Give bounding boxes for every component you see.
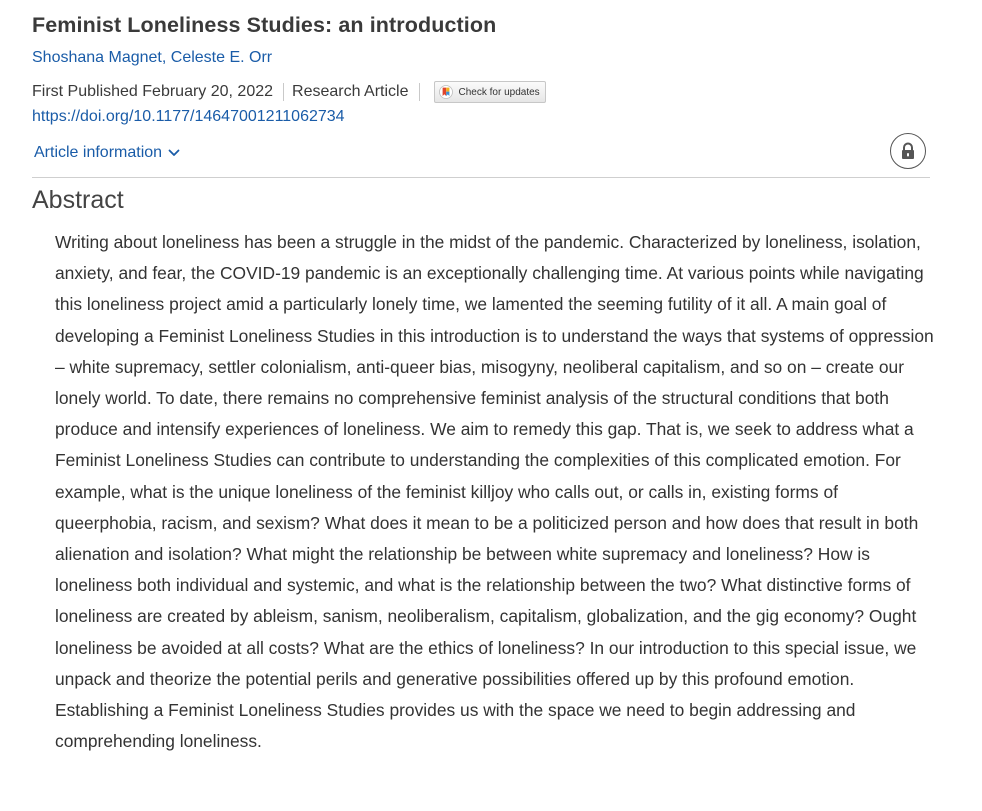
author-list — [32, 49, 272, 67]
access-lock-button[interactable] — [890, 133, 926, 169]
lock-icon — [900, 142, 916, 160]
chevron-down-icon — [168, 149, 180, 157]
author-separator: , — [161, 49, 171, 66]
publication-meta — [32, 82, 546, 102]
abstract-heading: Abstract — [32, 186, 124, 214]
check-for-updates-button[interactable] — [434, 81, 546, 103]
meta-divider — [419, 83, 420, 101]
check-for-updates-label: Check for updates — [458, 86, 540, 98]
doi-link[interactable]: https://doi.org/10.1177/14647001211062734 — [32, 108, 345, 125]
author-link[interactable]: Shoshana Magnet — [32, 49, 162, 66]
article-type: Research Article — [292, 83, 409, 100]
article-title: Feminist Loneliness Studies: an introduction — [32, 13, 497, 37]
meta-divider — [283, 83, 284, 101]
author-link[interactable]: Celeste E. Orr — [170, 49, 273, 66]
abstract-text: Writing about loneliness has been a struggle in the midst of the pandemic. Characterized by loneliness, isolation, anxiety, and fear, the COVID-19 pandemic is an exceptionally challenging time. At various points while navigating this loneliness project amid a particularly lonely time, we lamented the seeming futility of it all. A main goal of developing a Feminist Loneliness Studies in this introduction is to understand the ways that systems of oppression – white supremacy, settler colonialism, anti-queer bias, misogyny, neoliberal capitalism, and so on – create our lonely world. To date, there remains no comprehensive feminist analysis of the structural conditions that both produce and intensify experiences of loneliness. We aim to remedy this gap. That is, we seek to address what a Feminist Loneliness Studies can contribute to understanding the complexities of this complicated emotion. For example, what is the unique loneliness of the feminist killjoy who calls out, or calls in, existing forms of queerphobia, racism, and sexism? What does it mean to be a politicized person and how does that result in both alienation and isolation? What might the relationship be between white supremacy and loneliness? How is loneliness both individual and systemic, and what is the relationship between the two? What distinctive forms of loneliness are created by ableism, sanism, neoliberalism, capitalism, globalization, and the gig economy? Ought loneliness be avoided at all costs? What are the ethics of loneliness? In our introduction to this special issue, we unpack and theorize the potential perils and generative possibilities offered up by this profound emotion. Establishing a Feminist Loneliness Studies provides us with the space we need to begin addressing and comprehending loneliness. — [55, 232, 934, 752]
article-information-toggle[interactable] — [34, 144, 180, 162]
crossmark-icon — [439, 85, 453, 99]
article-information-label: Article information — [34, 144, 163, 161]
first-published-date: First Published February 20, 2022 — [32, 83, 274, 100]
section-divider — [32, 177, 930, 178]
